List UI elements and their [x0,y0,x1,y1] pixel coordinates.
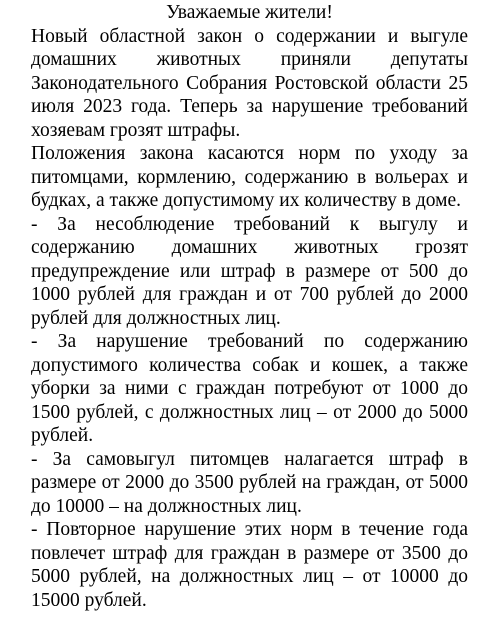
paragraph-law-intro: Новый областной закон о содержании и выгуле домашних животных приняли депутаты Законодательного Собрания Ростовской области 25 июля 2023 года. Теперь за нарушение требований хозяевам грозят штрафы. [31,25,468,141]
document-title: Уважаемые жители! [166,2,333,23]
paragraph-fine-quantity: - За нарушение требований по содержанию допустимого количества собак и кошек, а также уборки за ними с граждан потребуют от 1000 до 1500 рублей, с должностных лиц – от 2000 до 5000 рублей. [31,331,468,446]
paragraph-fine-repeat: - Повторное нарушение этих норм в течение года повлечет штраф для граждан в размере от 3500 до 5000 рублей, на должностных лиц – от 10000 до 15000 рублей. [31,519,468,611]
paragraph-law-scope: Положения закона касаются норм по уходу за питомцами, кормлению, содержанию в вольерах и будках, а также допустимому их количеству в доме. [31,143,468,211]
paragraph-fine-self-walking: - За самовыгул питомцев налагается штраф в размере от 2000 до 3500 рублей на граждан, от 5000 до 10000 – на должностных лиц. [31,448,468,517]
paragraph-fine-walking: - За несоблюдение требований к выгулу и содержанию домашних животных грозят предупреждение или штраф в размере от 500 до 1000 рублей для граждан и от 700 рублей до 2000 рублей для должностных лиц. [31,213,468,329]
document-page [0,1,494,643]
